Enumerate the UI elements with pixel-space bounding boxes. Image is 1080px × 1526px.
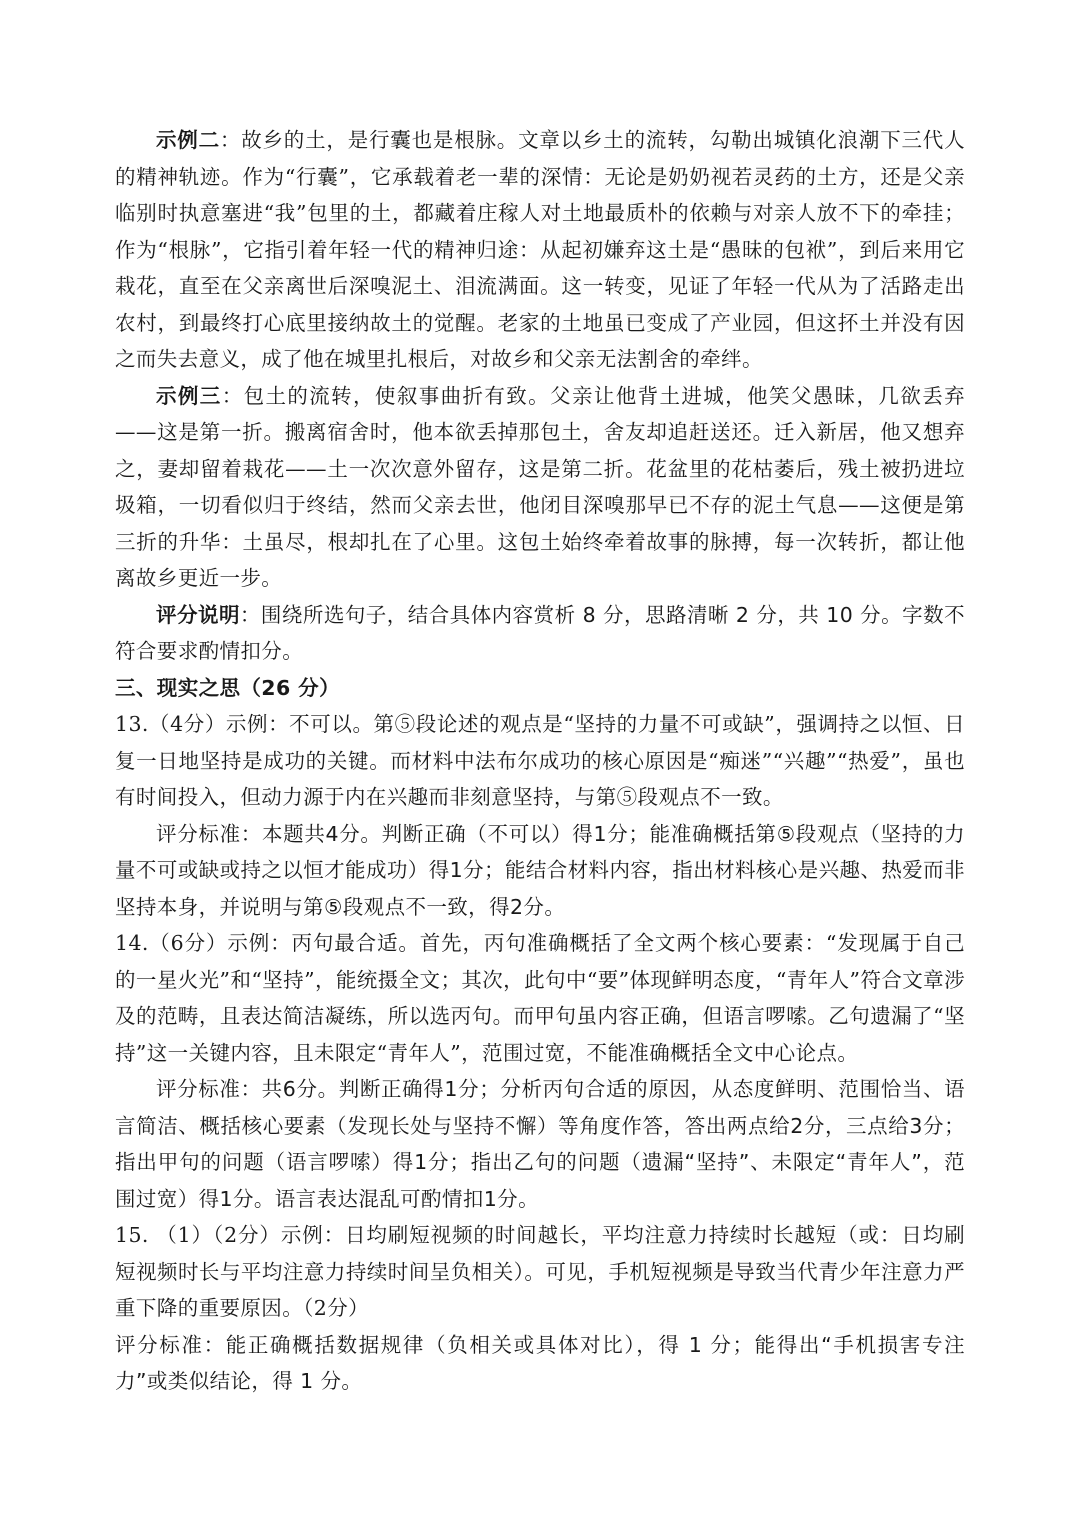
example-two-text: ：故乡的土，是行囊也是根脉。文章以乡土的流转，勾勒出城镇化浪潮下三代人的精神轨迹。作为“行囊”，它承载着老一辈的深情：无论是奶奶视若灵药的土方，还是父亲临别时执意塞进“我”包里的土，都藏着庄稼人对土地最质朴的依赖与对亲人放不下的牵挂；作为“根脉”，它指引着年轻一代的精神归途：从起初嫌弃这土是“愚昧的包袱”，到后来用它栽花，直至在父亲离世后深嗅泥土、泪流满面。这一转变，见证了年轻一代从为了活路走出农村，到最终打心底里接纳故土的觉醒。老家的土地虽已变成了产业园，但这抔土并没有因之而失去意义，成了他在城里扎根后，对故乡和父亲无法割舍的牵绊。 [115,128,966,371]
question-14-answer: 14.（6分）示例：丙句最合适。首先，丙句准确概括了全文两个核心要素：“发现属于自己的一星火光”和“坚持”，能统摄全文；其次，此句中“要”体现鲜明态度，“青年人”符合文章涉及的范畴，且表达简洁凝练，所以选丙句。而甲句虽内容正确，但语言啰嗦。乙句遗漏了“坚持”这一关键内容，且未限定“青年人”，范围过宽，不能准确概括全文中心论点。 [115,931,965,1065]
answer-key-page [115,122,965,1400]
scoring-note-paragraph [115,597,965,670]
question-13-scoring: 评分标准：本题共4分。判断正确（不可以）得1分；能准确概括第⑤段观点（坚持的力量不可或缺或持之以恒才能成功）得1分；能结合材料内容，指出材料核心是兴趣、热爱而非坚持本身，并说明与第⑤段观点不一致，得2分。 [115,821,965,919]
question-13-answer: 13.（4分）示例：不可以。第⑤段论述的观点是“坚持的力量不可或缺”，强调持之以恒、日复一日地坚持是成功的关键。而材料中法布尔成功的核心原因是“痴迷”“兴趣”“热爱”，虽也有时间投入，但动力源于内在兴趣而非刻意坚持，与第⑤段观点不一致。 [115,712,965,809]
question-15-answer: 15. （1）（2分）示例：日均刷短视频的时间越长，平均注意力持续时长越短（或：日均刷短视频时长与平均注意力持续时间呈负相关）。可见，手机短视频是导致当代青少年注意力严重下降的重要原因。（2分） [115,1223,965,1320]
question-14-scoring: 评分标准：共6分。判断正确得1分；分析丙句合适的原因，从态度鲜明、范围恰当、语言简洁、概括核心要素（发现长处与坚持不懈）等角度作答，答出两点给2分，三点给3分；指出甲句的问题（语言啰嗦）得1分；指出乙句的问题（遗漏“坚持”、未限定“青年人”，范围过宽）得1分。语言表达混乱可酌情扣1分。 [115,1077,965,1211]
section-three-heading: 三、现实之思（26 分） [115,675,340,700]
example-three-label: 示例三 [156,383,222,408]
question-15-scoring: 评分标准：能正确概括数据规律（负相关或具体对比），得 1 分；能得出“手机损害专注力”或类似结论，得 1 分。 [115,1332,965,1393]
example-two-paragraph [115,122,965,378]
scoring-note-text: ：围绕所选句子，结合具体内容赏析 8 分，思路清晰 2 分，共 10 分。字数不符合要求酌情扣分。 [115,602,965,663]
example-two-label: 示例二 [156,128,220,152]
scoring-note-label: 评分说明 [156,602,240,627]
example-three-paragraph [115,378,965,597]
example-three-text: ：包土的流转，使叙事曲折有致。父亲让他背土进城，他笑父愚昧，几欲丢弃——这是第一折。搬离宿舍时，他本欲丢掉那包土，舍友却追赶送还。迁入新居，他又想弃之，妻却留着栽花——土一次次意外留存，这是第二折。花盆里的花枯萎后，残土被扔进垃圾箱，一切看似归于终结，然而父亲去世，他闭目深嗅那早已不存的泥土气息——这便是第三折的升华：土虽尽，根却扎在了心里。这包土始终牵着故事的脉搏，每一次转折，都让他离故乡更近一步。 [115,383,965,590]
